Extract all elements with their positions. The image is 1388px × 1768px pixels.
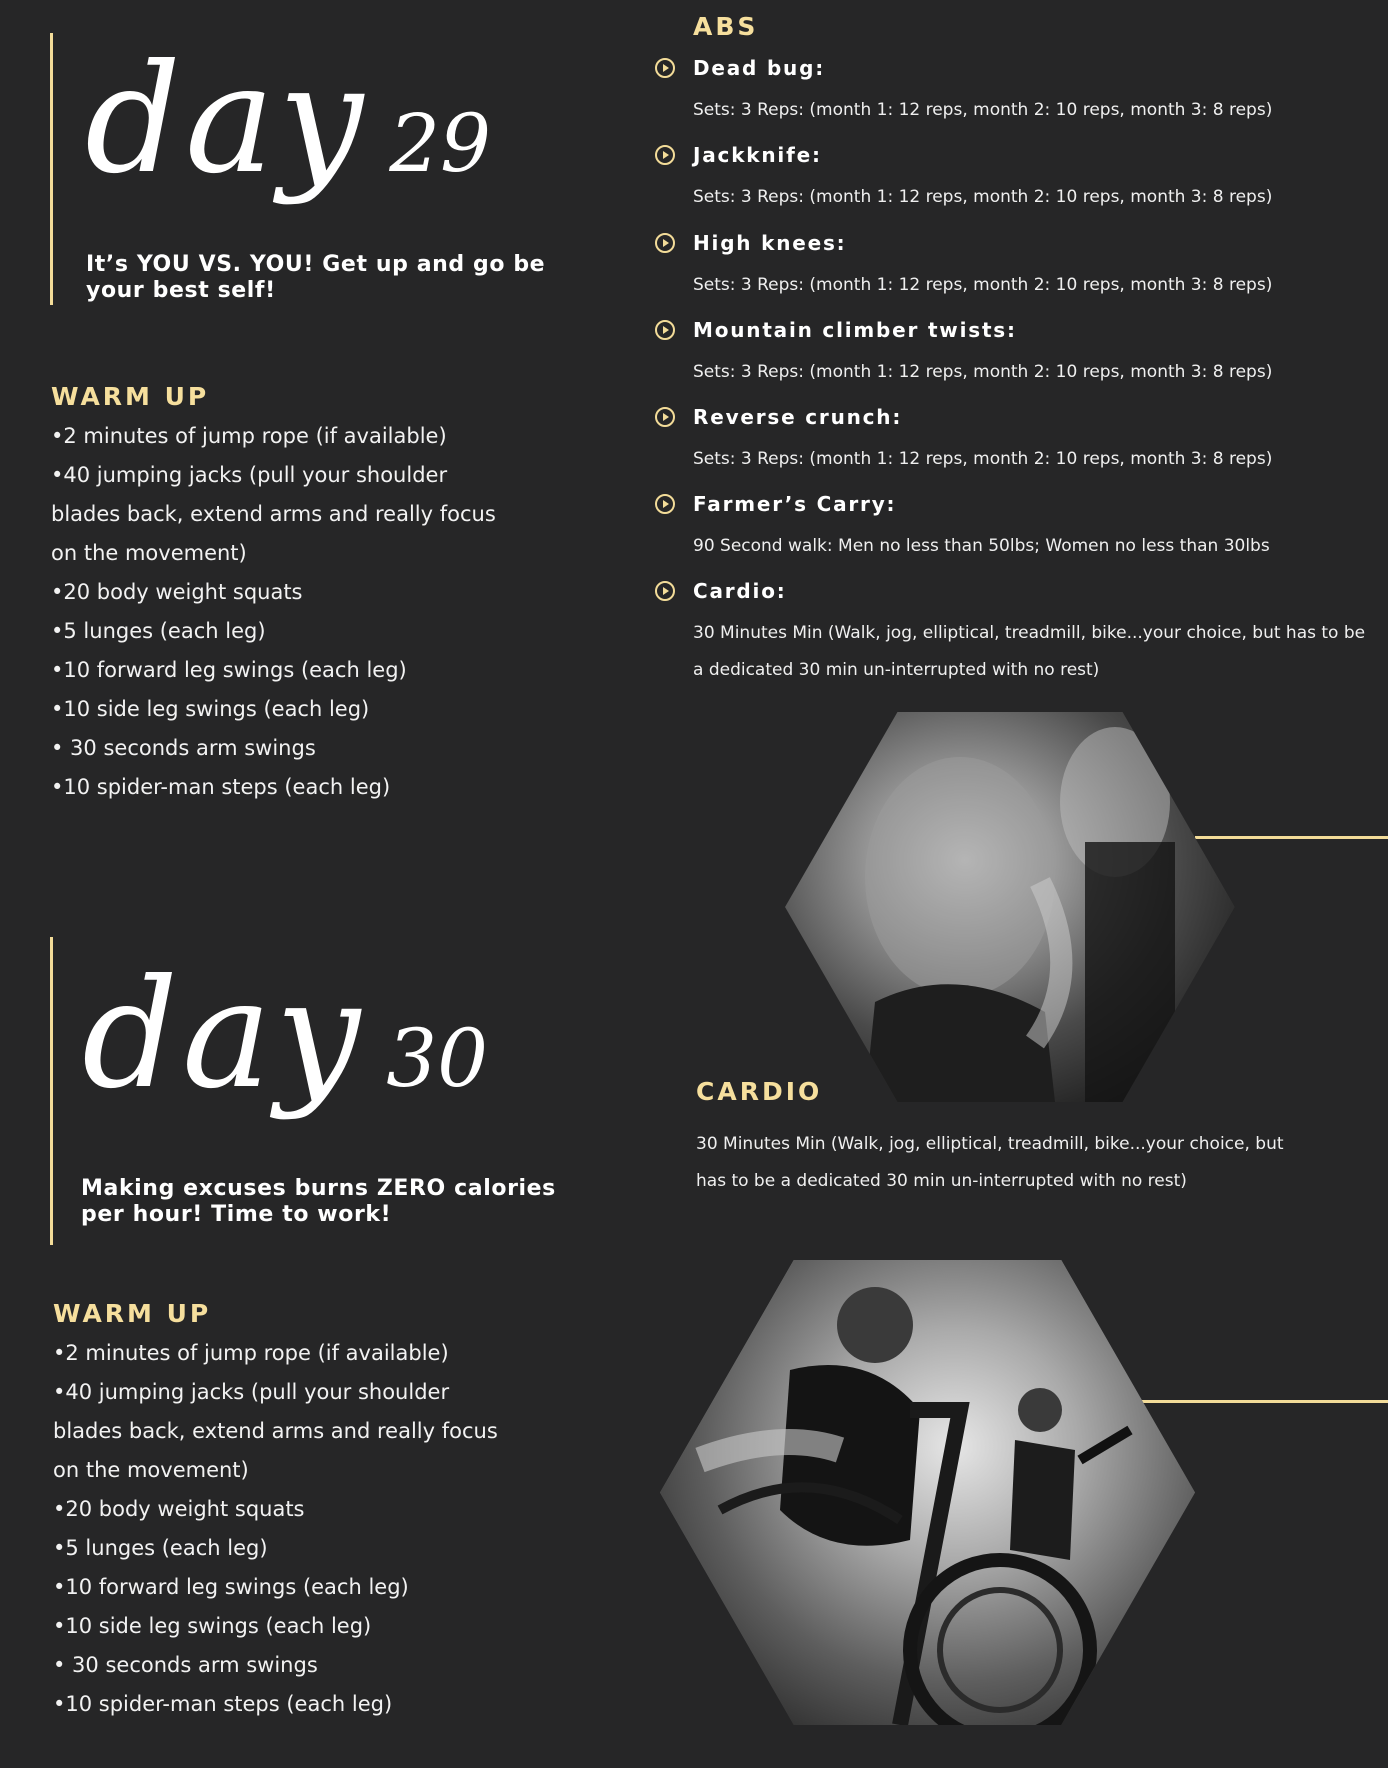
list-item: •5 lunges (each leg) [51,619,266,643]
day30-tagline: Making excuses burns ZERO calories per hour! Time to work! [81,1176,556,1227]
list-item: •40 jumping jacks (pull your shoulder blades back, extend arms and really focus on the movement) [51,463,496,565]
exercise-detail: Sets: 3 Reps: (month 1: 12 reps, month 2: 10 reps, month 3: 8 reps) [693,275,1273,295]
exercise-name: Reverse crunch: [693,405,903,429]
day29-tagline: It’s YOU VS. YOU! Get up and go be your best self! [86,252,546,303]
hex-connector-line [1195,836,1388,839]
list-item: •10 spider-man steps (each leg) [51,775,391,799]
exercise-name: Jackknife: [693,143,822,167]
exercise-name: Cardio: [693,579,787,603]
list-item: •10 forward leg swings (each leg) [53,1575,409,1599]
day29-warmup-list [51,417,521,807]
play-circle-icon [655,581,675,601]
day30-heading-word: day [82,948,365,1122]
list-item: •5 lunges (each leg) [53,1536,268,1560]
list-item: •10 spider-man steps (each leg) [53,1692,393,1716]
hex-connector-line [1140,1400,1388,1403]
list-item: •10 forward leg swings (each leg) [51,658,407,682]
fitness-couple-photo [785,712,1235,1102]
exercise-name: Farmer’s Carry: [693,492,897,516]
exercise-name: High knees: [693,231,847,255]
assault-bike-photo [660,1260,1195,1725]
list-item: •2 minutes of jump rope (if available) [51,424,447,448]
list-item: •10 side leg swings (each leg) [53,1614,372,1638]
day29-heading [85,33,491,207]
play-circle-icon [655,320,675,340]
play-circle-icon [655,494,675,514]
play-circle-icon [655,145,675,165]
day29-accent-bar [50,33,53,305]
cardio-title: CARDIO [696,1077,823,1106]
play-circle-icon [655,233,675,253]
day29-warmup-title: WARM UP [51,382,210,411]
day29-heading-number: 29 [389,97,491,190]
exercise-detail: Sets: 3 Reps: (month 1: 12 reps, month 2: 10 reps, month 3: 8 reps) [693,100,1273,120]
play-circle-icon [655,407,675,427]
list-item: • 30 seconds arm swings [51,736,316,760]
list-item: • 30 seconds arm swings [53,1653,318,1677]
exercise-detail: Sets: 3 Reps: (month 1: 12 reps, month 2: 10 reps, month 3: 8 reps) [693,449,1273,469]
cardio-description: 30 Minutes Min (Walk, jog, elliptical, treadmill, bike...your choice, but has to be a dedicated 30 min un-interrupted with no rest) [696,1134,1284,1191]
exercise-detail: Sets: 3 Reps: (month 1: 12 reps, month 2: 10 reps, month 3: 8 reps) [693,187,1273,207]
list-item: •2 minutes of jump rope (if available) [53,1341,449,1365]
list-item: •20 body weight squats [51,580,303,604]
play-circle-icon [655,58,675,78]
abs-title: ABS [693,12,759,41]
exercise-detail: 30 Minutes Min (Walk, jog, elliptical, treadmill, bike...your choice, but has to be a dedicated 30 min un-interrupted with no rest) [693,623,1366,680]
day30-heading-number: 30 [386,1012,488,1105]
day30-warmup-list [53,1334,523,1724]
exercise-detail: 90 Second walk: Men no less than 50lbs; Women no less than 30lbs [693,536,1270,556]
day30-heading [82,948,488,1122]
day29-heading-word: day [85,33,368,207]
list-item: •40 jumping jacks (pull your shoulder blades back, extend arms and really focus on the movement) [53,1380,498,1482]
exercise-detail: Sets: 3 Reps: (month 1: 12 reps, month 2: 10 reps, month 3: 8 reps) [693,362,1273,382]
list-item: •10 side leg swings (each leg) [51,697,370,721]
assault-bike-silhouette [660,1260,1195,1725]
list-item: •20 body weight squats [53,1497,305,1521]
fitness-couple-silhouette [785,712,1235,1102]
exercise-name: Dead bug: [693,56,826,80]
day30-accent-bar [50,937,53,1245]
exercise-name: Mountain climber twists: [693,318,1017,342]
day30-warmup-title: WARM UP [53,1299,212,1328]
